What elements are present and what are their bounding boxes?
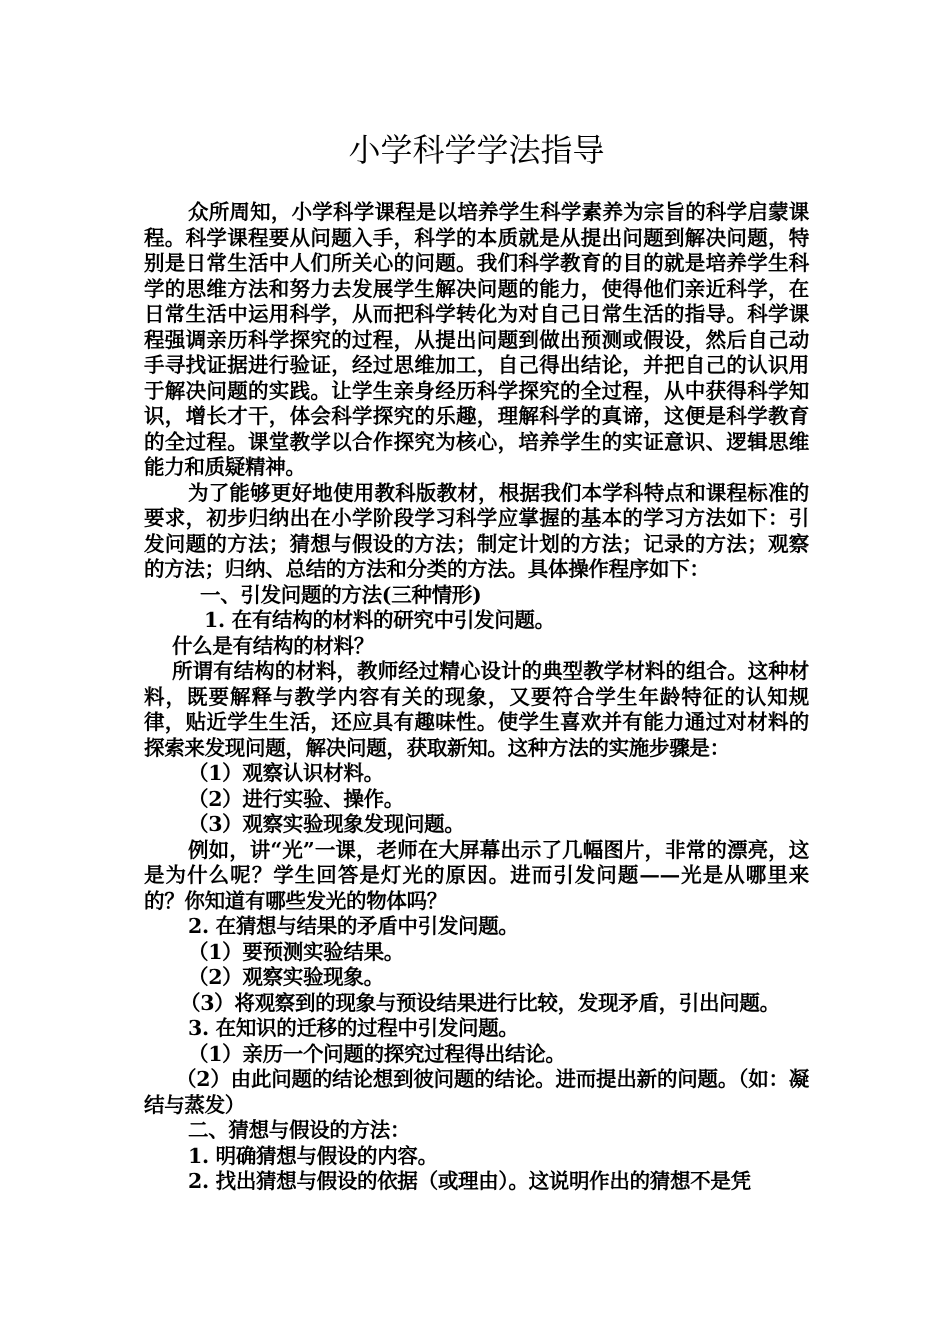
step-7: （1）亲历一个问题的探究过程得出结论。	[188, 1041, 566, 1066]
intro-paragraph-1: 众所周知，小学科学课程是以培养学生科学素养为宗旨的科学启蒙课程。科学课程要从问题入手，科学的本质就是从提出问题到解决问题，特别是日常生活中人们所关心的问题。我们科学教育的目的就是培养学生科学的思维方法和努力去发展学生解决问题的能力，使得他们亲近科学，在日常生活中运用科学，从而把科学转化为对自己日常生活的指导。科学课程强调亲历科学探究的过程，从提出问题到做出预测或假设，然后自己动手寻找证据进行验证，经过思维加工，自己得出结论，并把自己的认识用于解决问题的实践。让学生亲身经历科学探究的全过程，从中获得科学知识，增长才干，体会科学探究的乐趣，理解科学的真谛，这便是科学教育的全过程。课堂教学以合作探究为核心，培养学生的实证意识、逻辑思维能力和质疑精神。	[144, 200, 809, 479]
subsection-1-2: 2. 在猜想与结果的矛盾中引发问题。	[188, 914, 519, 938]
step-1: （1）观察认识材料。	[188, 761, 384, 785]
step-5: （2）观察实验现象。	[188, 965, 384, 989]
section-heading-1: 一、引发问题的方法(三种情形)	[200, 582, 482, 607]
step-2: （2）进行实验、操作。	[188, 786, 404, 811]
step-6: （3）将观察到的现象与预设结果进行比较，发现矛盾，引出问题。	[180, 990, 780, 1015]
example-paragraph: 例如，讲“光”一课，老师在大屏幕出示了几幅图片，非常的漂亮，这是为什么呢？学生回答是灯光的原因。进而引发问题——光是从哪里来的？你知道有哪些发光的物体吗？	[144, 837, 809, 913]
step-3: （3）观察实验现象发现问题。	[188, 812, 465, 836]
step-8: （2）由此问题的结论想到彼问题的结论。进而提出新的问题。（如：凝结与蒸发）	[144, 1067, 809, 1117]
step-4: （1）要预测实验结果。	[188, 939, 404, 964]
definition-paragraph: 所谓有结构的材料，教师经过精心设计的典型教学材料的组合。这种材料，既要解释与教学内容有关的现象，又要符合学生年龄特征的认知规律，贴近学生生活，还应具有趣味性。使学生喜欢并有能力通过对材料的探索来发现问题，解决问题，获取新知。这种方法的实施步骤是：	[144, 659, 809, 760]
section-heading-2: 二、猜想与假设的方法：	[188, 1118, 411, 1142]
document-page	[144, 126, 809, 1195]
subsection-2-1: 1. 明确猜想与假设的内容。	[188, 1143, 438, 1168]
question-structured-material: 什么是有结构的材料？	[172, 633, 374, 658]
subsection-1-3: 3. 在知识的迁移的过程中引发问题。	[188, 1016, 519, 1040]
document-title: 小学科学学法指导	[348, 131, 605, 169]
subsection-1-1: 1. 在有结构的材料的研究中引发问题。	[204, 608, 555, 632]
subsection-2-2: 2. 找出猜想与假设的依据（或理由）。这说明作出的猜想不是凭	[188, 1169, 751, 1193]
document-body	[144, 200, 809, 1195]
intro-paragraph-2: 为了能够更好地使用教科版教材，根据我们本学科特点和课程标准的要求，初步归纳出在小学阶段学习科学应掌握的基本的学习方法如下：引发问题的方法；猜想与假设的方法；制定计划的方法；记录的方法；观察的方法；归纳、总结的方法和分类的方法。具体操作程序如下：	[144, 480, 809, 581]
